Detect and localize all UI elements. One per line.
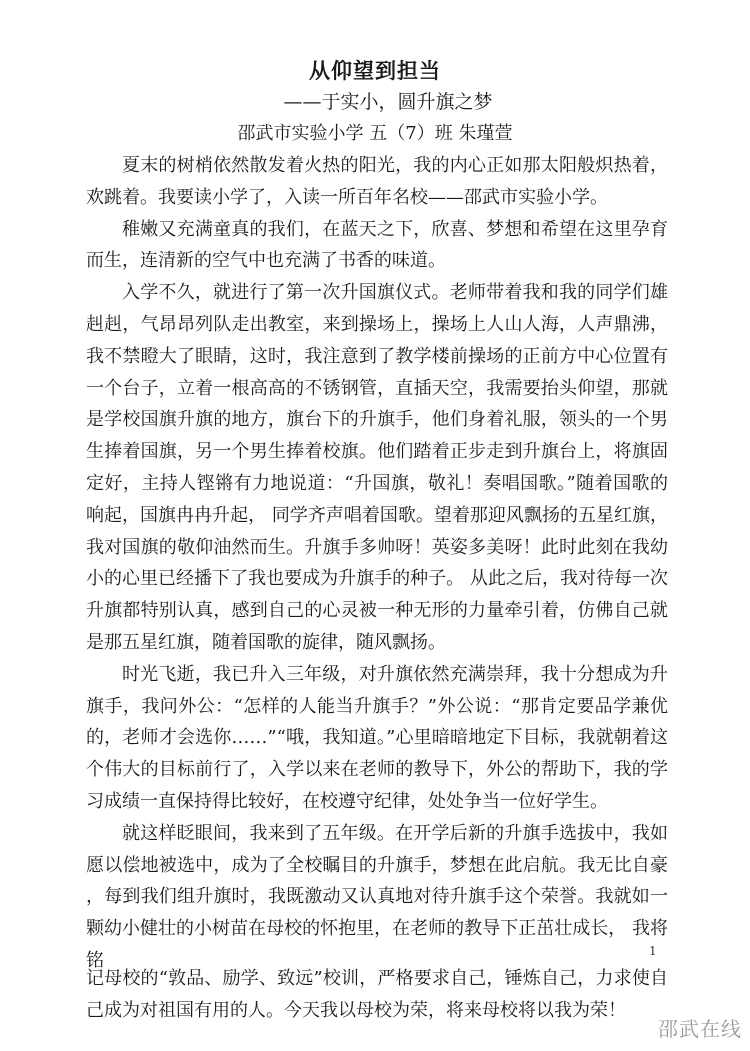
paragraph: 就这样眨眼间，我来到了五年级。在开学后新的升旗手选拔中，我如愿以偿地被选中，成为了全校瞩目的升旗手，梦想在此启航。我无比自豪，每到我们组升旗时，我既激动又认真地对待升旗手这个荣誉。我就如一颗幼小健壮的小树苗在母校的怀抱里，在老师的教导下正茁壮成长， 我将铭 bbox=[86, 822, 668, 971]
paragraph: 稚嫩又充满童真的我们，在蓝天之下，欣喜、梦想和希望在这里孕育而生，连清新的空气中也充满了书香的味道。 bbox=[86, 218, 668, 272]
paragraph: 夏末的树梢依然散发着火热的阳光，我的内心正如那太阳般炽热着，欢跳着。我要读小学了，入读一所百年名校——邵武市实验小学。 bbox=[86, 155, 668, 208]
continuation-text bbox=[86, 963, 668, 1027]
watermark-logo: 邵武在线 bbox=[658, 1017, 742, 1041]
article-body bbox=[86, 150, 668, 977]
paragraph: 时光飞逝，我已升入三年级，对升旗依然充满崇拜，我十分想成为升旗手，我问外公：“怎样的人能当升旗手？”外公说：“那肯定要品学兼优的，老师才会选你……”“哦，我知道。”心里暗暗地定下目标，我就朝着这个伟大的目标前行了，入学以来在老师的教导下，外公的帮助下，我的学习成绩一直保持得比较好，在校遵守纪律，处处争当一位好学生。 bbox=[86, 663, 668, 812]
paragraph: 入学不久，就进行了第一次升国旗仪式。老师带着我和我的同学们雄赳赳，气昂昂列队走出教室，来到操场上，操场上人山人海，人声鼎沸，我不禁瞪大了眼睛，这时，我注意到了教学楼前操场的正前方中心位置有一个台子，立着一根高高的不锈钢管，直插天空，我需要抬头仰望，那就是学校国旗升旗的地方，旗台下的升旗手，他们身着礼服，领头的一个男生捧着国旗，另一个男生捧着校旗。他们踏着正步走到升旗台上，将旗固定好，主持人铿锵有力地说道：“升国旗，敬礼！奏唱国歌。”随着国歌的响起，国旗冉冉升起， 同学齐声唱着国歌。望着那迎风飘扬的五星红旗，我对国旗的敬仰油然而生。升旗手多帅呀！英姿多美呀！此时此刻在我幼小的心里已经播下了我也要成为升旗手的种子。 从此之后，我对待每一次升旗都特别认真，感到自己的心灵被一种无形的力量牵引着，仿佛自己就是那五星红旗，随着国歌的旋律，随风飘扬。 bbox=[86, 282, 668, 653]
subtitle: ——于实小，圆升旗之梦 bbox=[283, 91, 493, 113]
paragraph: 记母校的“敦品、励学、致远”校训，严格要求自己，锤炼自己，力求使自己成为对祖国有用的人。今天我以母校为荣，将来母校将以我为荣！ bbox=[86, 968, 668, 1021]
author-line: 邵武市实验小学 五（7）班 朱瑾萱 bbox=[237, 123, 513, 144]
page-title: 从仰望到担当 bbox=[309, 59, 441, 83]
page-number: 1 bbox=[649, 944, 657, 958]
